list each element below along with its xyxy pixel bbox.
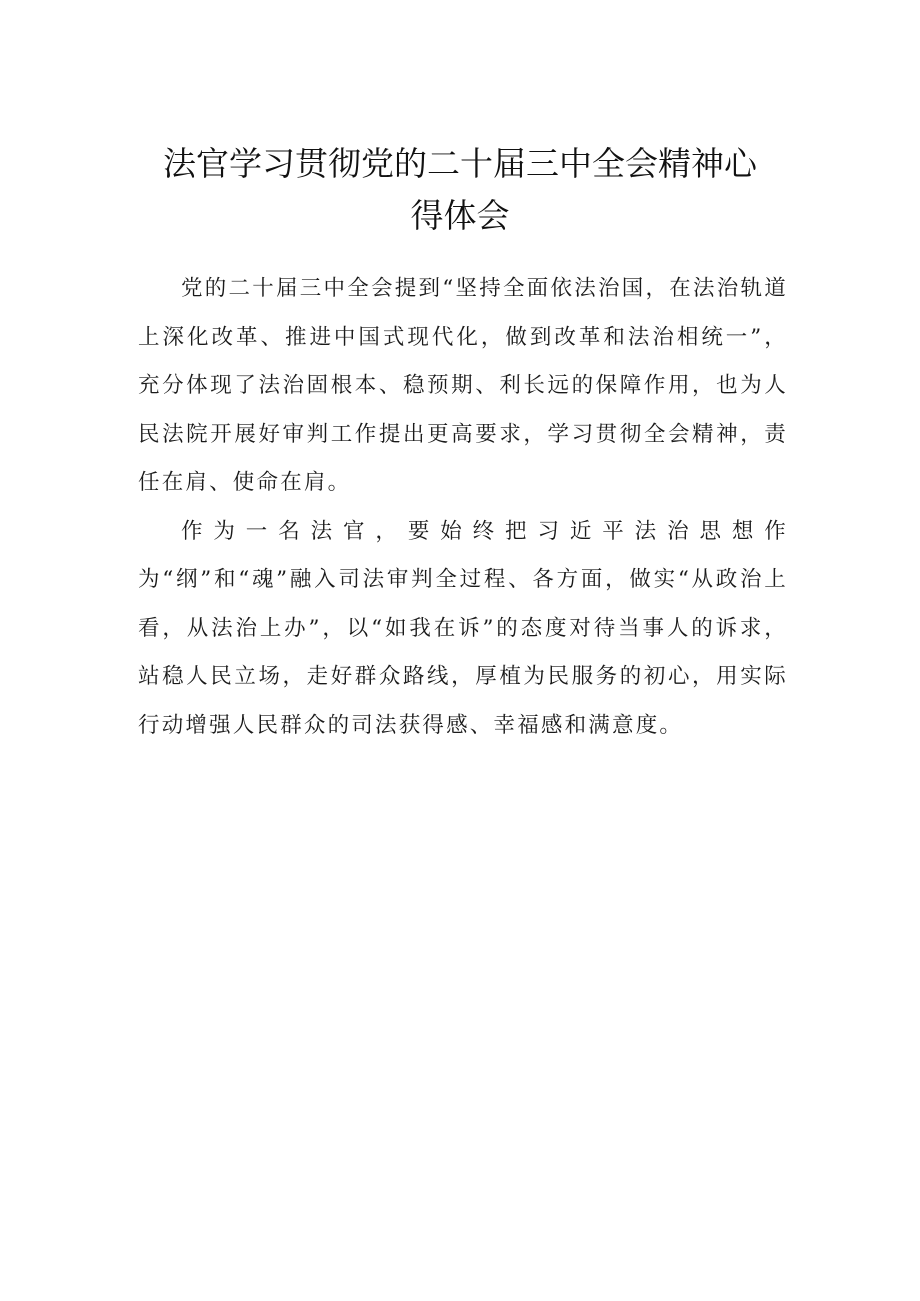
title-line-1: 法官学习贯彻党的二十届三中全会精神心 <box>163 144 757 183</box>
title-line-2: 得体会 <box>410 196 510 235</box>
document-body <box>138 265 788 750</box>
paragraph-1: 党的二十届三中全会提到“坚持全面依法治国，在法治轨道上深化改革、推进中国式现代化，做到改革和法治相统一”，充分体现了法治固根本、稳预期、利长远的保障作用，也为人民法院开展好审判工作提出更高要求，学习贯彻全会精神，责任在肩、使命在肩。 <box>138 276 788 495</box>
document-title <box>0 138 920 242</box>
paragraph-2: 作为一名法官，要始终把习近平法治思想作为“纲”和“魂”融入司法审判全过程、各方面，做实“从政治上看，从法治上办”，以“如我在诉”的态度对待当事人的诉求，站稳人民立场，走好群众路线，厚植为民服务的初心，用实际行动增强人民群众的司法获得感、幸福感和满意度。 <box>138 518 788 738</box>
